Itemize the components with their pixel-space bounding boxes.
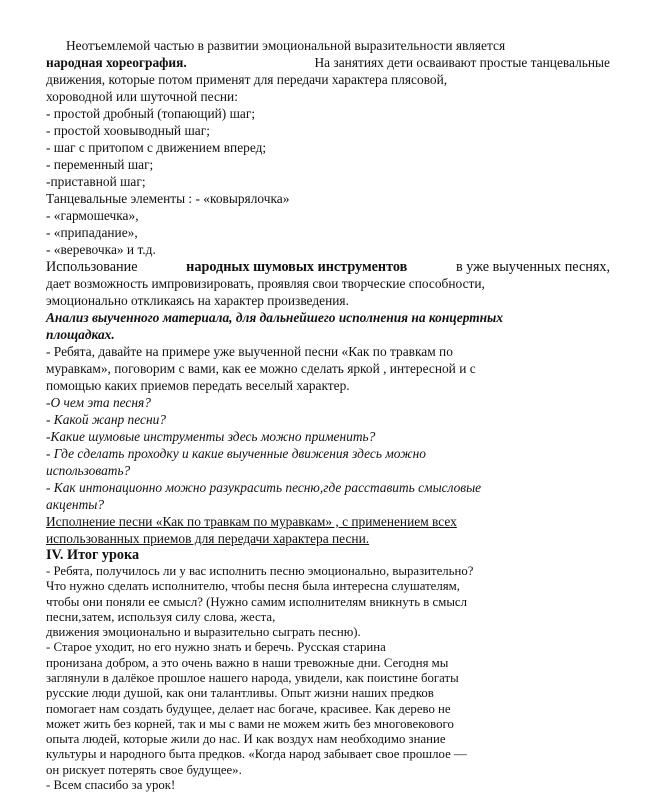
summary-line: он рискует потерять свое будущее». <box>46 762 242 777</box>
performance-line1: Исполнение песни «Как по травкам по муравкам» , с применением всех <box>46 514 457 529</box>
summary-line: - Всем спасибо за урок! <box>46 778 176 792</box>
summary-line: - Старое уходит, но его нужно знать и беречь. Русская старина <box>46 640 386 655</box>
dance-elements-title: Танцевальные элементы : - «ковырялочка» <box>46 191 290 206</box>
question-item: -Какие шумовые инструменты здесь можно применить? <box>46 429 376 444</box>
question-item: -О чем эта песня? <box>46 395 151 410</box>
paragraph1-line1: Неотъемлемой частью в развитии эмоциональной выразительности является <box>66 38 506 53</box>
noise-instruments-term: народных шумовых инструментов <box>186 259 408 275</box>
paragraph3-line1: - Ребята, давайте на примере уже выученной песни «Как по травкам по <box>46 344 453 359</box>
step-item: - шаг с притопом с движением вперед; <box>46 140 267 155</box>
step-item: -приставной шаг; <box>46 174 146 189</box>
paragraph2-line2: дает возможность импровизировать, проявляя свои творческие способности, <box>46 276 485 291</box>
summary-line: движения эмоционально и выразительно сыграть песню). <box>46 625 361 640</box>
analysis-heading-line1: Анализ выученного материала, для дальнейшего исполнения на концертных <box>46 310 504 325</box>
folk-choreography-term: народная хореография. <box>46 55 187 70</box>
paragraph1-line4: хороводной или шуточной песни: <box>46 89 238 104</box>
analysis-heading-line2: площадках. <box>46 327 115 342</box>
paragraph3-line2: муравкам», поговорим с вами, как ее можно сделать яркой , интересной и с <box>46 361 476 376</box>
paragraph2-line1: Использование народных шумовых инструментов в уже выученных песнях, <box>46 259 610 275</box>
dance-element-item: - «припадание», <box>46 225 138 240</box>
paragraph1-line3: движения, которые потом применят для передачи характера плясовой, <box>46 72 448 87</box>
paragraph2-line3: эмоционально откликаясь на характер произведения. <box>46 293 349 308</box>
step-item: - простой хоовыводный шаг; <box>46 123 210 138</box>
performance-line2: использованных приемов для передачи характера песни. <box>46 531 370 546</box>
paragraph3-line3: помощью каких приемов передать веселый характер. <box>46 378 350 393</box>
question-item-continued: использовать? <box>46 463 131 478</box>
question-item: - Какой жанр песни? <box>46 412 166 427</box>
summary-line: чтобы они поняли ее смысл? (Нужно самим исполнителям вникнуть в смысл <box>46 594 467 609</box>
dance-element-item: - «веревочка» и т.д. <box>46 242 156 257</box>
dance-element-item: - «гармошечка», <box>46 208 139 223</box>
summary-line: культуры и народного быта предков. «Когда народ забывает свое прошлое — <box>46 747 467 762</box>
step-item: - переменный шаг; <box>46 157 154 172</box>
section-title: IV. Итог урока <box>46 547 140 563</box>
paragraph1-line2: народная хореография. На занятиях дети осваивают простые танцевальные <box>46 55 610 70</box>
summary-line: русские люди душой, как они талантливы. Опыт жизни наших предков <box>46 686 434 701</box>
summary-line: Что нужно сделать исполнителю, чтобы песня была интересна слушателям, <box>46 579 460 594</box>
step-item: - простой дробный (топающий) шаг; <box>46 106 256 121</box>
question-item-continued: акценты? <box>46 497 105 512</box>
summary-line: помогает нам создать будущее, делает нас богаче, красивее. Как дерево не <box>46 701 451 716</box>
summary-line: песни,затем, используя силу слова, жеста, <box>46 609 276 624</box>
summary-line: может жить без корней, так и мы с вами не можем жить без многовекового <box>46 716 454 731</box>
summary-line: опыта людей, которые жили до нас. И как воздух нам необходимо знание <box>46 732 446 747</box>
question-item: - Где сделать проходку и какие выученные движения здесь можно <box>46 446 426 461</box>
question-item: - Как интонационно можно разукрасить песню,где расставить смысловые <box>46 480 482 495</box>
summary-line: - Ребята, получилось ли у вас исполнить песню эмоционально, выразительно? <box>46 564 474 578</box>
summary-line: заглянули в далёкое прошлое нашего народа, увидели, как поистине богаты <box>46 671 459 685</box>
summary-line: пронизана добром, а это очень важно в наши тревожные дни. Сегодня мы <box>46 655 449 670</box>
